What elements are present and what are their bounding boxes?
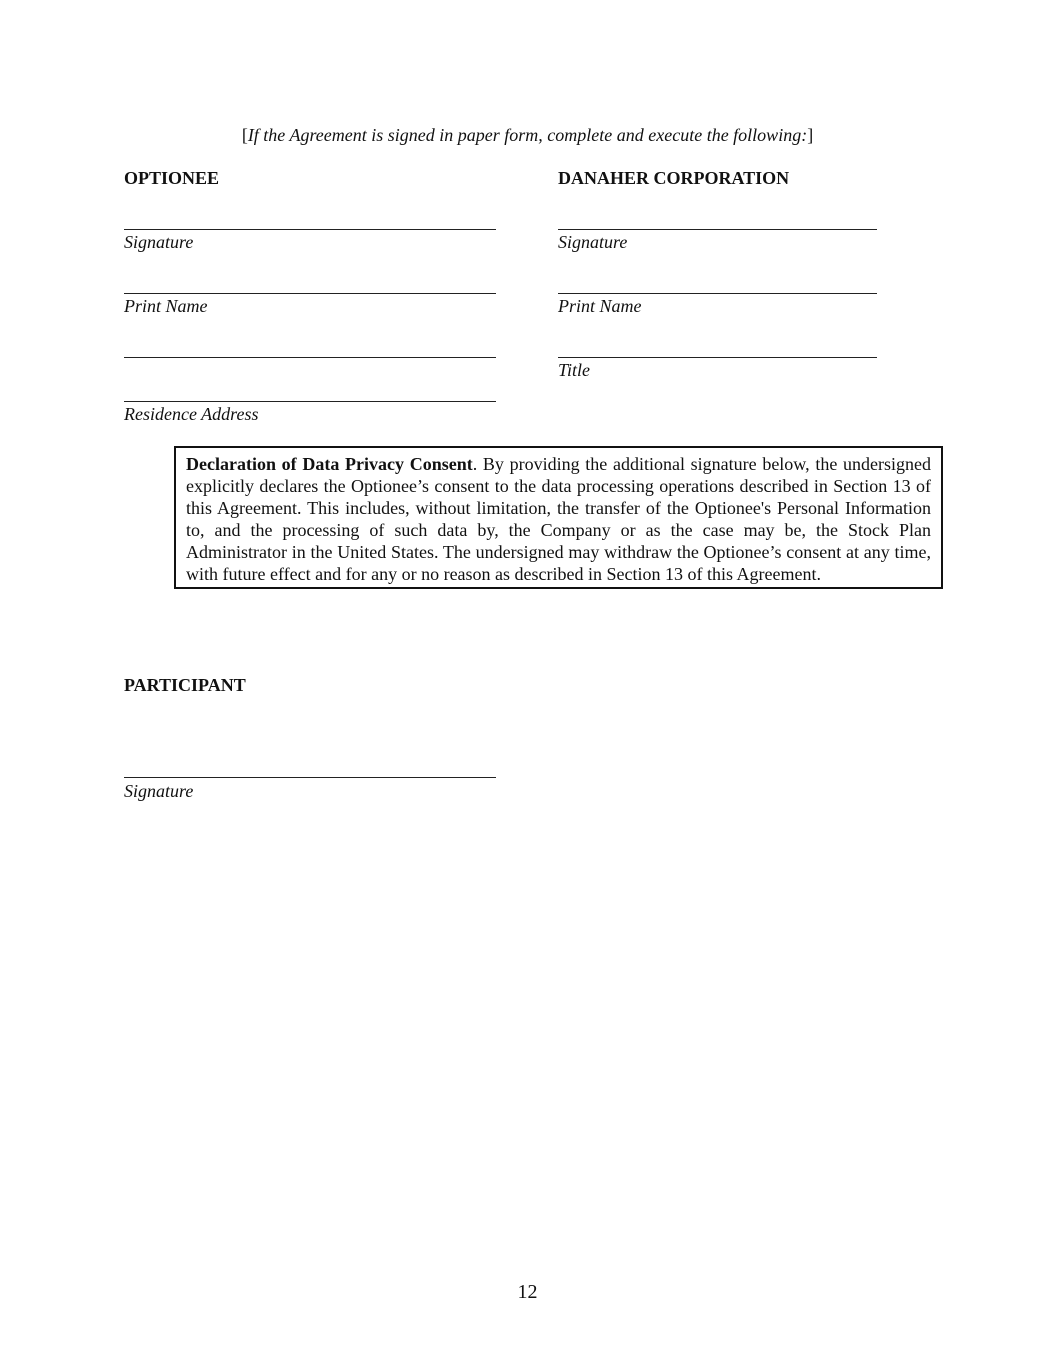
company-signature-label: Signature [558,232,628,252]
page-number: 12 [517,1281,538,1303]
optionee-heading: OPTIONEE [124,168,220,188]
consent-lead: Declaration of Data Privacy Consent [186,454,473,474]
optionee-residence-address-label: Residence Address [124,404,259,424]
paper-form-instruction [0,124,1055,146]
company-heading: DANAHER CORPORATION [558,168,790,188]
instruction-text: If the Agreement is signed in paper form, complete and execute the following: [247,125,808,145]
participant-signature-label: Signature [124,781,194,801]
participant-heading: PARTICIPANT [124,675,246,695]
company-title-line[interactable] [558,357,877,358]
optionee-print-name-line[interactable] [124,293,496,294]
instruction-open-bracket: [ [241,125,248,145]
participant-signature-line[interactable] [124,777,496,778]
data-privacy-consent-box [174,446,943,589]
company-signature-line[interactable] [558,229,877,230]
optionee-signature-label: Signature [124,232,194,252]
company-print-name-label: Print Name [558,296,642,316]
optionee-print-name-label: Print Name [124,296,208,316]
optionee-signature-line[interactable] [124,229,496,230]
optionee-address-line-2[interactable] [124,401,496,402]
optionee-address-line-1[interactable] [124,357,496,358]
company-print-name-line[interactable] [558,293,877,294]
instruction-close-bracket: ] [807,125,814,145]
consent-body: . By providing the additional signature below, the undersigned explicitly declares the Optionee’s consent to the data processing operations described in Section 13 of this Agreement. This includes, without limitation, the transfer of the Optionee's Personal Information to, and the processing of such data by, the Company or as the case may be, the Stock Plan Administrator in the United States. The undersigned may withdraw the Optionee’s consent at any time, with future effect and for any or no reason as described in Section 13 of this Agreement. [186,454,931,584]
company-title-label: Title [558,360,591,380]
